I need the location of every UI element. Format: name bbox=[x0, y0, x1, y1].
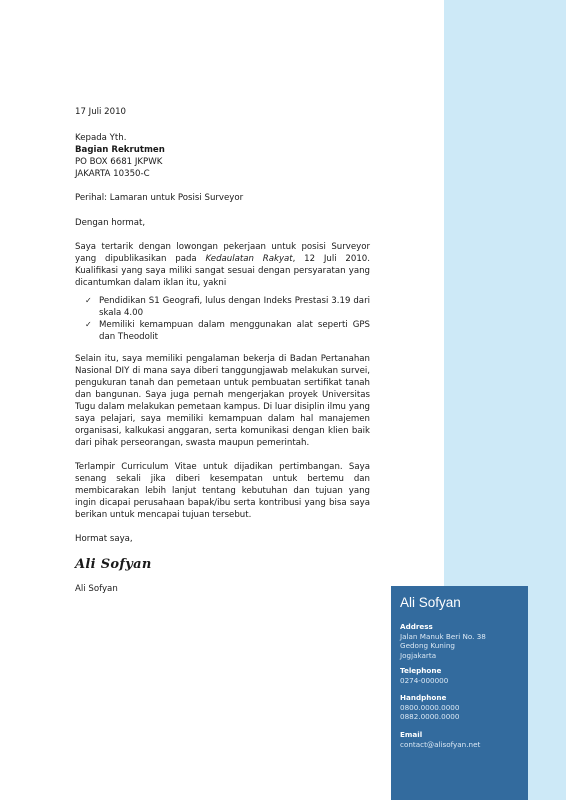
telephone-section bbox=[400, 666, 448, 685]
handphone-section bbox=[400, 693, 459, 722]
checkmark-icon: ✓ bbox=[85, 296, 92, 305]
email-value: contact@alisofyan.net bbox=[400, 739, 481, 749]
paragraph-closing: Terlampir Curriculum Vitae untuk dijadikan pertimbangan. Saya senang sekali jika diberi kesempatan untuk bertemu dan membicarakan lebih lanjut tentang kebutuhan dan tujuan yang ingin dicapai perusahaan bapak/ibu serta kontribusi yang bisa saya berikan untuk mencapai tujuan tersebut. bbox=[75, 462, 370, 520]
letter-subject: Perihal: Lamaran untuk Posisi Surveyor bbox=[75, 193, 244, 203]
letter-date: 17 Juli 2010 bbox=[75, 107, 127, 117]
address-line: Jalan Manuk Beri No. 38 bbox=[400, 631, 486, 641]
handphone-value: 0800.0000.0000 bbox=[400, 702, 460, 712]
recipient-name: Bagian Rekrutmen bbox=[75, 145, 165, 155]
qualifications-list bbox=[75, 295, 370, 343]
email-section bbox=[400, 730, 480, 749]
telephone-value: 0274-000000 bbox=[400, 675, 449, 685]
handphone-value: 0882.0000.0000 bbox=[400, 712, 460, 721]
email-label: Email bbox=[400, 730, 423, 739]
list-item bbox=[85, 319, 370, 343]
contact-card bbox=[391, 586, 528, 800]
letter-closing: Hormat saya, bbox=[75, 534, 133, 544]
telephone-label: Telephone bbox=[400, 666, 442, 675]
address-line: Gedong Kuning bbox=[400, 641, 455, 650]
letter-greeting: Dengan hormat, bbox=[75, 218, 146, 228]
recipient-address-line: PO BOX 6681 JKPWK bbox=[75, 157, 163, 167]
signer-name: Ali Sofyan bbox=[75, 584, 118, 594]
paragraph-intro-part1: Saya tertarik dengan lowongan pekerjaan untuk posisi Surveyor yang dipublikasikan pada bbox=[75, 242, 370, 264]
qualification-text: Pendidikan S1 Geografi, lulus dengan Indeks Prestasi 3.19 dari skala 4.00 bbox=[99, 296, 370, 318]
handphone-label: Handphone bbox=[400, 693, 447, 702]
recipient-city-line: JAKARTA 10350-C bbox=[75, 169, 150, 179]
qualification-text: Memiliki kemampuan dalam menggunakan alat seperti GPS dan Theodolit bbox=[99, 320, 370, 342]
paragraph-intro bbox=[75, 241, 370, 289]
checkmark-icon: ✓ bbox=[85, 320, 92, 329]
signature: Ali Sofyan bbox=[75, 557, 152, 572]
paragraph-intro-part2: , 12 Juli 2010. Kualifikasi yang saya miliki sangat sesuai dengan persyaratan yang dicantumkan dalam iklan itu, yakni bbox=[75, 254, 370, 288]
address-section bbox=[400, 622, 486, 660]
address-label: Address bbox=[400, 622, 433, 631]
paragraph-experience: Selain itu, saya memiliki pengalaman bekerja di Badan Pertanahan Nasional DIY di mana saya diberi tanggungjawab melakukan survei, pengukuran tanah dan pemetaan untuk pembuatan sertifikat tanah dan bangunan. Saya juga pernah mengerjakan proyek Universitas Tugu dalam melakukan pemetaan kampus. Di luar disiplin ilmu yang saya pelajari, saya memiliki kemampuan dalam hal manajemen organisasi, kalkukasi anggaran, serta komunikasi dengan klien baik dari pihak perseorangan, swasta maupun pemerintah. bbox=[75, 354, 370, 448]
letter-body bbox=[75, 106, 370, 595]
recipient-block bbox=[75, 132, 370, 180]
newspaper-name: Kedaulatan Rakyat bbox=[205, 254, 293, 264]
list-item bbox=[85, 295, 370, 319]
contact-name: Ali Sofyan bbox=[400, 595, 461, 610]
recipient-salutation: Kepada Yth. bbox=[75, 133, 127, 143]
address-line: Jogjakarta bbox=[400, 650, 437, 660]
